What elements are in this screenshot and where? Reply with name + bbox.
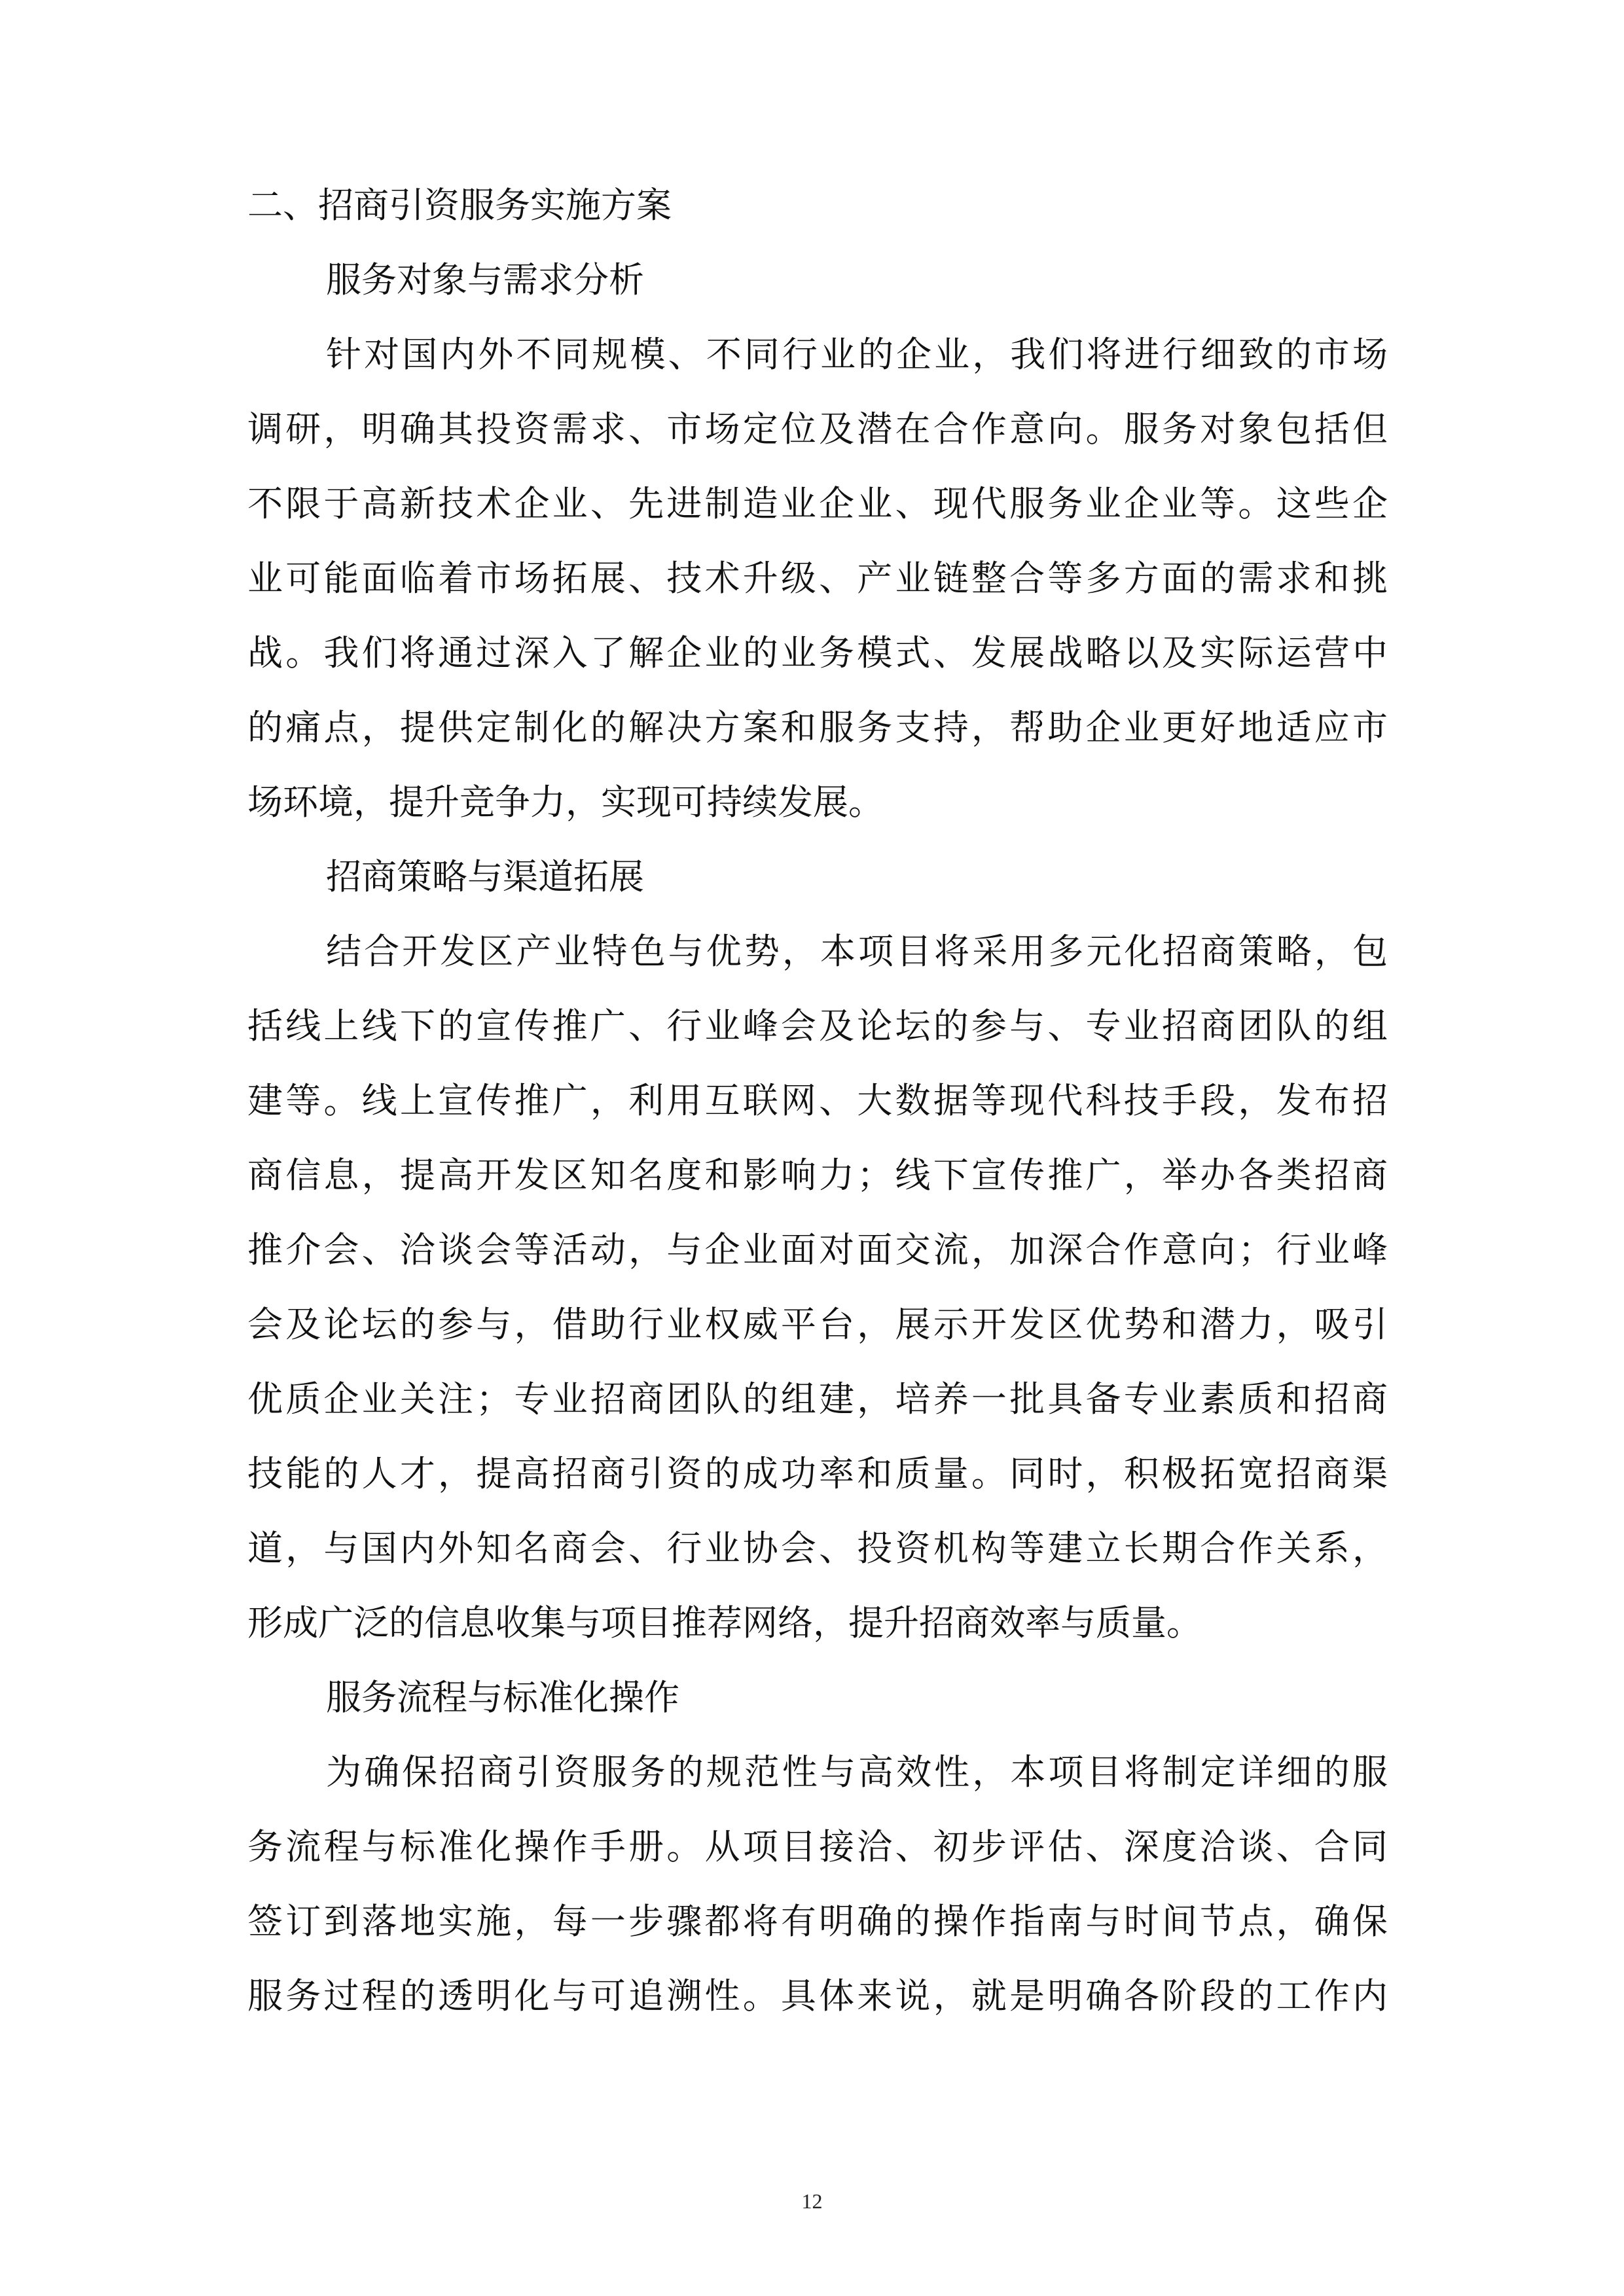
text-line: 针对国内外不同规模、不同行业的企业，我们将进行细致的市场: [326, 334, 1388, 375]
text-line: 签订到落地实施，每一步骤都将有明确的操作指南与时间节点，确保: [247, 1901, 1388, 1942]
page-number: 12: [801, 2189, 823, 2213]
text-line: 服务过程的透明化与可追溯性。具体来说，就是明确各阶段的工作内: [247, 1975, 1388, 2017]
text-line: 道，与国内外知名商会、行业协会、投资机构等建立长期合作关系，: [247, 1528, 1388, 1569]
text-line: 不限于高新技术企业、先进制造业企业、现代服务业企业等。这些企: [247, 483, 1388, 524]
text-line: 务流程与标准化操作手册。从项目接洽、初步评估、深度洽谈、合同: [247, 1826, 1388, 1867]
text-line: 技能的人才，提高招商引资的成功率和质量。同时，积极拓宽招商渠: [247, 1453, 1388, 1494]
text-line: 括线上线下的宣传推广、行业峰会及论坛的参与、专业招商团队的组: [247, 1005, 1388, 1047]
subheading-process-standards: 服务流程与标准化操作: [326, 1677, 679, 1718]
text-line: 战。我们将通过深入了解企业的业务模式、发展战略以及实际运营中: [247, 632, 1388, 673]
text-line: 建等。线上宣传推广，利用互联网、大数据等现代科技手段，发布招: [247, 1080, 1388, 1121]
text-line: 业可能面临着市场拓展、技术升级、产业链整合等多方面的需求和挑: [247, 558, 1388, 599]
text-line: 形成广泛的信息收集与项目推荐网络，提升招商效率与质量。: [247, 1602, 1202, 1643]
text-line: 调研，明确其投资需求、市场定位及潜在合作意向。服务对象包括但: [247, 408, 1388, 450]
text-line: 会及论坛的参与，借助行业权威平台，展示开发区优势和潜力，吸引: [247, 1304, 1388, 1345]
text-line: 场环境，提升竞争力，实现可持续发展。: [247, 781, 884, 823]
text-line: 优质企业关注；专业招商团队的组建，培养一批具备专业素质和招商: [247, 1378, 1388, 1420]
subheading-strategy-channels: 招商策略与渠道拓展: [326, 856, 644, 897]
text-line: 商信息，提高开发区知名度和影响力；线下宣传推广，举办各类招商: [247, 1155, 1388, 1196]
text-line: 推介会、洽谈会等活动，与企业面对面交流，加深合作意向；行业峰: [247, 1229, 1388, 1270]
text-line: 的痛点，提供定制化的解决方案和服务支持，帮助企业更好地适应市: [247, 707, 1388, 748]
text-line: 结合开发区产业特色与优势，本项目将采用多元化招商策略，包: [326, 931, 1388, 972]
section-heading: 二、招商引资服务实施方案: [247, 185, 672, 226]
text-line: 为确保招商引资服务的规范性与高效性，本项目将制定详细的服: [326, 1751, 1388, 1793]
subheading-service-targets: 服务对象与需求分析: [326, 259, 644, 300]
